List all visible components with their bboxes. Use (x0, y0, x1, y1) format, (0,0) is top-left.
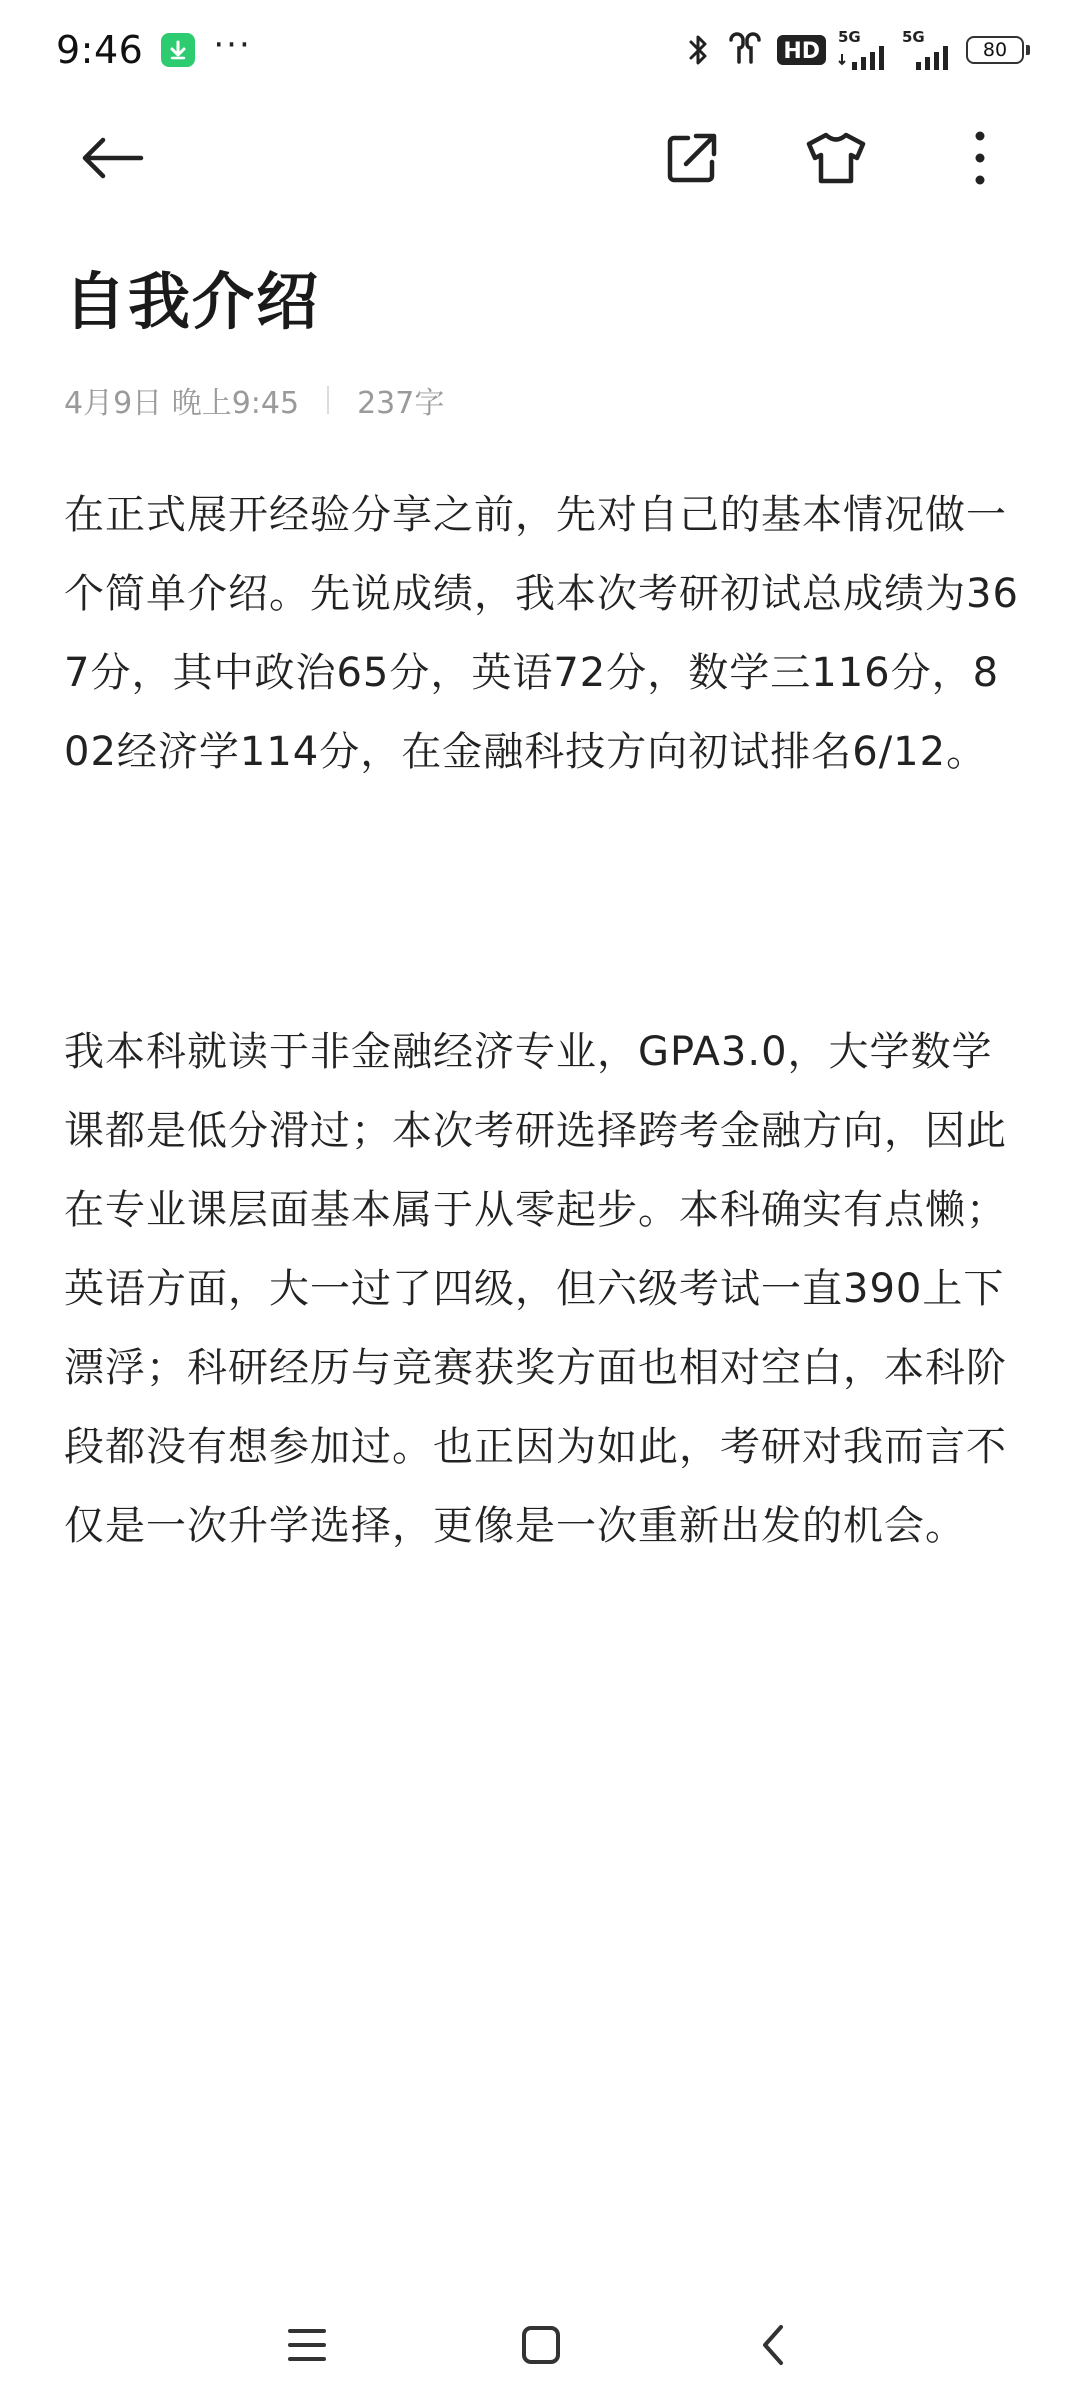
bluetooth-icon (683, 32, 713, 68)
status-right (683, 30, 1024, 70)
meta-divider (327, 386, 329, 414)
recent-apps-button[interactable] (262, 2300, 352, 2390)
chevron-left-icon (757, 2322, 789, 2368)
status-left (56, 25, 252, 72)
square-home-icon (520, 2324, 562, 2366)
signal-1-label: 5G (838, 28, 861, 46)
back-button[interactable] (62, 108, 162, 208)
status-time: 9:46 (56, 28, 144, 72)
arrow-left-icon (77, 133, 147, 183)
tshirt-icon (805, 130, 867, 186)
battery-icon (966, 36, 1024, 64)
note-paragraph-1[interactable]: 在正式展开经验分享之前，先对自己的基本情况做一个简单介绍。先说成绩，我本次考研初试总成绩为367分，其中政治65分，英语72分，数学三116分，802经济学114分，在金融科技方向初试排名6/12。 (64, 492, 1019, 775)
home-button[interactable] (496, 2300, 586, 2390)
system-nav-bar (0, 2290, 1080, 2400)
theme-button[interactable] (786, 108, 886, 208)
more-vertical-icon (970, 128, 990, 188)
battery-level: 80 (982, 39, 1008, 61)
signal-2-label: 5G (902, 28, 925, 46)
signal-2-icon (902, 30, 954, 70)
more-notifications-icon: ··· (213, 25, 252, 65)
hd-voice-icon: HD (777, 35, 826, 65)
system-back-button[interactable] (728, 2300, 818, 2390)
note-paragraph-2[interactable]: 我本科就读于非金融经济专业，GPA3.0，大学数学课都是低分滑过；本次考研选择跨考金融方向，因此在专业课层面基本属于从零起步。本科确实有点懒；英语方面，大一过了四级，但六级考试一直390上下漂浮；科研经历与竞赛获奖方面也相对空白，本科阶段都没有想参加过。也正因为如此，考研对我而言不仅是一次升学选择，更像是一次重新出发的机会。 (64, 1029, 1007, 1549)
more-button[interactable] (930, 108, 1030, 208)
note-title[interactable]: 自我介绍 (64, 265, 321, 338)
signal-1-icon (838, 30, 890, 70)
word-count: 237字 (357, 386, 445, 421)
note-date: 4月9日 晚上9:45 (64, 386, 300, 421)
share-button[interactable] (642, 108, 742, 208)
earbuds-icon (725, 32, 765, 68)
menu-lines-icon (286, 2325, 328, 2365)
status-bar (0, 0, 1080, 100)
top-toolbar (0, 108, 1080, 208)
download-icon (161, 33, 195, 67)
share-external-icon (664, 130, 720, 186)
note-meta (64, 378, 444, 422)
